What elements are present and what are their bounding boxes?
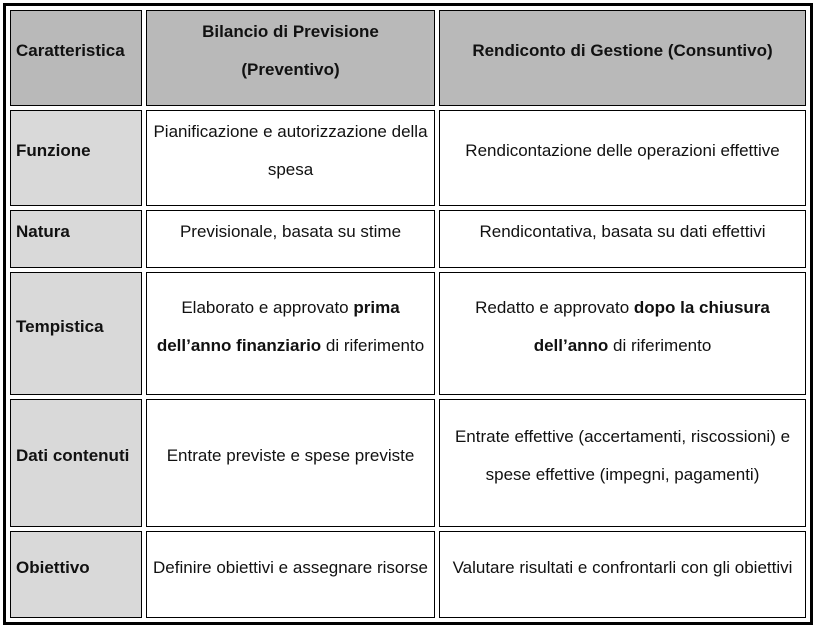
cell-funzione-preventivo [146, 110, 435, 206]
table-row-obiettivo [10, 531, 806, 618]
cell-tempistica-consuntivo [439, 272, 806, 395]
row-label-natura: Natura [10, 210, 142, 268]
cell-text: Elaborato e approvato [181, 297, 354, 317]
cell-text: Entrate effettive (accertamenti, riscossioni) e spese effettive (impegni, pagamenti) [454, 427, 791, 484]
cell-obiettivo-preventivo [146, 531, 435, 618]
cell-text: Definire obiettivi e assegnare risorse [153, 557, 428, 577]
cell-natura-consuntivo [439, 210, 806, 268]
cell-text: Previsionale, basata su stime [179, 222, 402, 241]
cell-text: Entrate previste e spese previste [166, 446, 415, 465]
header-preventivo: Bilancio di Previsione (Preventivo) [146, 10, 435, 106]
header-row [10, 10, 806, 106]
cell-text: di riferimento [608, 335, 712, 355]
cell-tempistica-preventivo [146, 272, 435, 395]
row-label-dati-contenuti: Dati contenuti [10, 399, 142, 527]
cell-natura-preventivo [146, 210, 435, 268]
table-row-dati-contenuti [10, 399, 806, 527]
cell-funzione-consuntivo [439, 110, 806, 206]
row-label-tempistica: Tempistica [10, 272, 142, 395]
cell-dati-consuntivo [439, 399, 806, 527]
row-label-obiettivo: Obiettivo [10, 531, 142, 618]
cell-text: Redatto e approvato [475, 297, 634, 317]
budget-comparison-table [6, 6, 810, 622]
cell-text: Pianificazione e autorizzazione della spesa [153, 122, 428, 179]
cell-text-bold: prima dell’anno finanziario [156, 297, 400, 355]
cell-text: di riferimento [321, 335, 425, 355]
table-row-tempistica [10, 272, 806, 395]
comparison-table-frame [3, 3, 813, 625]
header-consuntivo: Rendiconto di Gestione (Consuntivo) [439, 10, 806, 106]
header-caratteristica: Caratteristica [10, 10, 142, 106]
cell-text: Rendicontazione delle operazioni effettive [465, 141, 780, 160]
cell-text: Valutare risultati e confrontarli con gli obiettivi [452, 557, 793, 577]
cell-obiettivo-consuntivo [439, 531, 806, 618]
cell-dati-preventivo [146, 399, 435, 527]
cell-text-bold: dopo la chiusura dell’anno [533, 297, 770, 355]
row-label-funzione: Funzione [10, 110, 142, 206]
table-row-funzione [10, 110, 806, 206]
cell-text: Rendicontativa, basata su dati effettivi [479, 222, 766, 241]
table-row-natura [10, 210, 806, 268]
